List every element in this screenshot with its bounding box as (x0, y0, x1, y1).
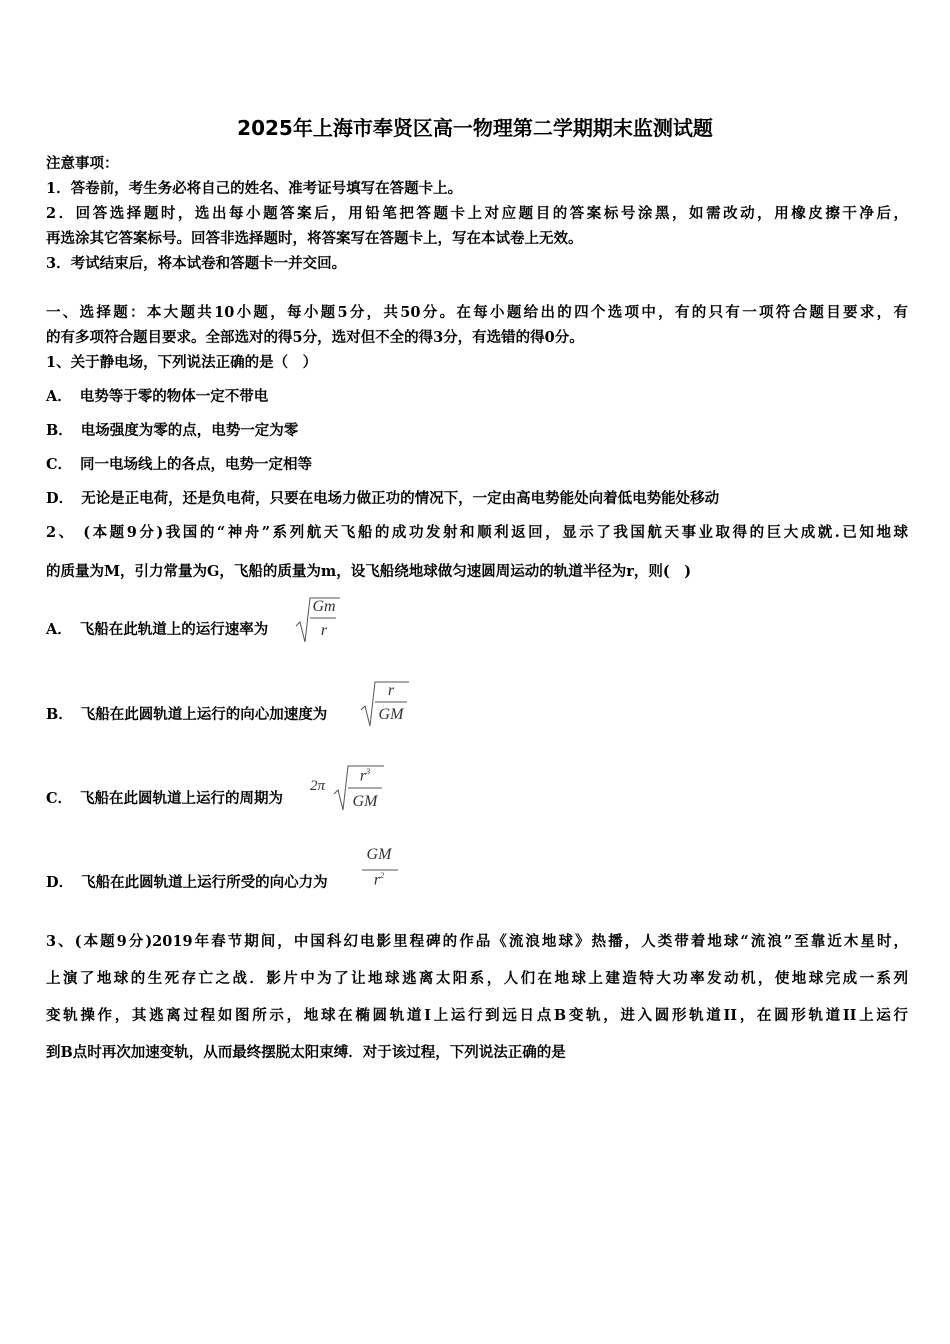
option-letter: A． (46, 621, 72, 638)
option-text: 飞船在此轨道上的运行速率为 (79, 621, 269, 638)
denominator-base: r (373, 871, 381, 889)
formula-prefix: 2π (310, 778, 326, 794)
fraction-denominator (360, 871, 398, 889)
section-instructions: 一、选择题：本大题共10小题，每小题5分，共50分。在每小题给出的四个选项中，有的只有一项符合题目要求，有 (46, 304, 908, 321)
q1-option-d (46, 487, 719, 508)
q2-option-c (46, 787, 283, 808)
fraction-numerator: r (387, 682, 395, 699)
notice-item: 2．回答选择题时，选出每小题答案后，用铅笔把答题卡上对应题目的答案标号涂黑，如需改动，用橡皮擦干净后， (46, 205, 908, 222)
q2-option-d (46, 871, 328, 892)
fraction-numerator: GM (366, 846, 392, 863)
page-title: 2025年上海市奉贤区高一物理第二学期期末监测试题 (237, 116, 713, 140)
q2-formula-c (310, 762, 386, 816)
denominator-exponent: 2 (380, 871, 385, 880)
q3-stem: 上演了地球的生死存亡之战．影片中为了让地球逃离太阳系，人们在地球上建造特大功率发动机，使地球完成一系列 (46, 970, 908, 987)
option-letter: C． (46, 790, 73, 807)
q1-option-a (46, 385, 268, 406)
fraction-denominator: r (320, 622, 328, 639)
q2-stem: 的质量为M，引力常量为G，飞船的质量为m，设飞船绕地球做匀速圆周运动的轨道半径为r，则( ) (46, 563, 692, 580)
notice-item: 再选涂其它答案标号。回答非选择题时，将答案写在答题卡上，写在本试卷上无效。 (46, 230, 583, 247)
q3-stem: 变轨操作，其逃离过程如图所示，地球在椭圆轨道I上运行到远日点B变轨，进入圆形轨道II，在圆形轨道II上运行 (46, 1007, 908, 1024)
notice-item: 3．考试结束后，将本试卷和答题卡一并交回。 (46, 255, 347, 272)
option-text: 无论是正电荷，还是负电荷，只要在电场力做正功的情况下，一定由高电势能处向着低电势能处移动 (81, 490, 720, 507)
option-text: 飞船在此圆轨道上运行所受的向心力为 (81, 874, 328, 891)
q1-stem: 1、关于静电场，下列说法正确的是（ ） (46, 354, 318, 371)
q2-formula-d (360, 846, 400, 894)
option-letter: D． (46, 490, 74, 507)
numerator-exponent: 3 (366, 767, 371, 776)
option-letter: B． (46, 422, 73, 439)
option-text: 电势等于零的物体一定不带电 (79, 388, 269, 405)
q3-stem: 3、(本题9分)2019年春节期间，中国科幻电影里程碑的作品《流浪地球》热播，人类带着地球“流浪”至靠近木星时， (46, 933, 908, 950)
fraction-numerator: Gm (312, 598, 336, 615)
q2-stem: 2、 (本题9分)我国的“神舟”系列航天飞船的成功发射和顺利返回，显示了我国航天事业取得的巨大成就.已知地球 (46, 524, 908, 541)
q2-formula-b (359, 678, 411, 730)
fraction-numerator (348, 767, 382, 785)
option-text: 电场强度为零的点，电势一定为零 (80, 422, 299, 439)
option-text: 飞船在此圆轨道上运行的周期为 (80, 790, 284, 807)
q1-option-c (46, 453, 312, 474)
notice-item: 1．答卷前，考生务必将自己的姓名、准考证号填写在答题卡上。 (46, 180, 463, 197)
fraction-denominator: GM (378, 706, 404, 723)
q1-option-b (46, 419, 298, 440)
option-letter: B． (46, 706, 73, 723)
q2-formula-a (294, 594, 342, 646)
q3-stem: 到B点时再次加速变轨，从而最终摆脱太阳束缚．对于该过程，下列说法正确的是 (46, 1044, 566, 1061)
option-letter: A． (46, 388, 72, 405)
option-letter: C． (46, 456, 73, 473)
notice-heading: 注意事项： (46, 155, 119, 172)
fraction-denominator: GM (352, 793, 378, 810)
q2-option-b (46, 703, 327, 724)
section-instructions: 的有多项符合题目要求。全部选对的得5分，选对但不全的得3分，有选错的得0分。 (46, 329, 584, 346)
numerator-base: r (359, 767, 367, 785)
option-text: 同一电场线上的各点，电势一定相等 (80, 456, 313, 473)
option-letter: D． (46, 874, 74, 891)
option-text: 飞船在此圆轨道上运行的向心加速度为 (80, 706, 328, 723)
q2-option-a (46, 618, 268, 639)
